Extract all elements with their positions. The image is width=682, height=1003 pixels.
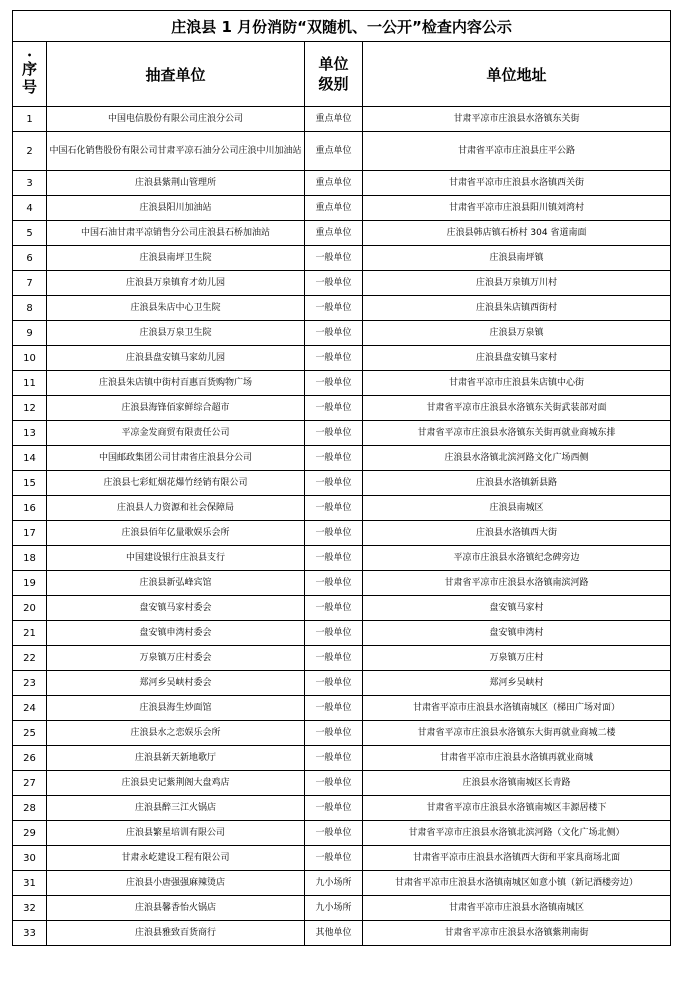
row-unit: 庄浪县馨香怡火锅店 bbox=[47, 896, 305, 921]
row-level: 一般单位 bbox=[305, 321, 363, 346]
row-level: 重点单位 bbox=[305, 132, 363, 171]
table-row bbox=[13, 521, 671, 546]
row-level: 一般单位 bbox=[305, 271, 363, 296]
table-row bbox=[13, 896, 671, 921]
row-index: 20 bbox=[13, 596, 47, 621]
row-index: 15 bbox=[13, 471, 47, 496]
table-row bbox=[13, 571, 671, 596]
row-index: 3 bbox=[13, 171, 47, 196]
row-unit: 庄浪县盘安镇马家幼儿园 bbox=[47, 346, 305, 371]
row-unit: 庄浪县醉三江火锅店 bbox=[47, 796, 305, 821]
row-index: 19 bbox=[13, 571, 47, 596]
table-row bbox=[13, 646, 671, 671]
row-level: 一般单位 bbox=[305, 771, 363, 796]
row-address: 甘肃省平凉市庄浪县水洛镇东关街再就业商城东排 bbox=[363, 421, 671, 446]
row-unit: 庄浪县繁星培训有限公司 bbox=[47, 821, 305, 846]
row-address: 甘肃省平凉市庄浪县水洛镇北滨河路（文化广场北侧） bbox=[363, 821, 671, 846]
table-row bbox=[13, 771, 671, 796]
table-row bbox=[13, 132, 671, 171]
table-row bbox=[13, 246, 671, 271]
row-index: 12 bbox=[13, 396, 47, 421]
row-level: 九小场所 bbox=[305, 896, 363, 921]
row-level: 一般单位 bbox=[305, 746, 363, 771]
row-unit: 庄浪县阳川加油站 bbox=[47, 196, 305, 221]
row-address: 甘肃省平凉市庄浪县水洛镇再就业商城 bbox=[363, 746, 671, 771]
table-row bbox=[13, 871, 671, 896]
row-level: 一般单位 bbox=[305, 296, 363, 321]
table-title: 庄浪县 1 月份消防“双随机、一公开”检查内容公示 bbox=[13, 11, 671, 42]
row-address: 甘肃省平凉市庄浪县水洛镇西大街和平家具商场北面 bbox=[363, 846, 671, 871]
row-index: 5 bbox=[13, 221, 47, 246]
row-unit: 庄浪县水之恋娱乐会所 bbox=[47, 721, 305, 746]
row-unit: 盘安镇马家村委会 bbox=[47, 596, 305, 621]
row-address: 甘肃省平凉市庄浪县水洛镇西关街 bbox=[363, 171, 671, 196]
table-row bbox=[13, 296, 671, 321]
row-index: 31 bbox=[13, 871, 47, 896]
row-unit: 庄浪县紫荆山管理所 bbox=[47, 171, 305, 196]
table-row bbox=[13, 596, 671, 621]
table-row bbox=[13, 846, 671, 871]
row-address: 甘肃省平凉市庄浪县阳川镇刘湾村 bbox=[363, 196, 671, 221]
row-index: 24 bbox=[13, 696, 47, 721]
row-address: 甘肃省平凉市庄浪县水洛镇东关街武装部对面 bbox=[363, 396, 671, 421]
row-unit: 庄浪县七彩虹烟花爆竹经销有限公司 bbox=[47, 471, 305, 496]
row-index: 29 bbox=[13, 821, 47, 846]
row-level: 重点单位 bbox=[305, 171, 363, 196]
header-address: 单位地址 bbox=[363, 42, 671, 107]
row-index: 8 bbox=[13, 296, 47, 321]
row-index: 30 bbox=[13, 846, 47, 871]
row-level: 九小场所 bbox=[305, 871, 363, 896]
row-level: 重点单位 bbox=[305, 196, 363, 221]
row-address: 甘肃省平凉市庄浪县水洛镇南城区 bbox=[363, 896, 671, 921]
row-address: 甘肃省平凉市庄浪县水洛镇南城区丰源居楼下 bbox=[363, 796, 671, 821]
row-level: 一般单位 bbox=[305, 696, 363, 721]
row-address: 庄浪县南城区 bbox=[363, 496, 671, 521]
row-address: 甘肃省平凉市庄浪县水洛镇南城区如意小镇（新记酒楼旁边） bbox=[363, 871, 671, 896]
row-unit: 中国建设银行庄浪县支行 bbox=[47, 546, 305, 571]
row-level: 一般单位 bbox=[305, 671, 363, 696]
row-unit: 甘肃永屹建设工程有限公司 bbox=[47, 846, 305, 871]
row-level: 一般单位 bbox=[305, 846, 363, 871]
row-address: 庄浪县万泉镇万川村 bbox=[363, 271, 671, 296]
table-row bbox=[13, 107, 671, 132]
row-level: 重点单位 bbox=[305, 107, 363, 132]
row-index: 28 bbox=[13, 796, 47, 821]
row-address: 庄浪县水洛镇新县路 bbox=[363, 471, 671, 496]
table-row bbox=[13, 171, 671, 196]
row-address: 盘安镇申湾村 bbox=[363, 621, 671, 646]
row-address: 庄浪县水洛镇西大街 bbox=[363, 521, 671, 546]
row-index: 14 bbox=[13, 446, 47, 471]
table-row bbox=[13, 796, 671, 821]
row-unit: 平凉金发商贸有限责任公司 bbox=[47, 421, 305, 446]
row-address: 甘肃省平凉市庄浪县庄平公路 bbox=[363, 132, 671, 171]
row-index: 25 bbox=[13, 721, 47, 746]
row-unit: 中国邮政集团公司甘肃省庄浪县分公司 bbox=[47, 446, 305, 471]
header-index bbox=[13, 42, 47, 107]
table-row bbox=[13, 746, 671, 771]
table-row bbox=[13, 421, 671, 446]
table-row bbox=[13, 196, 671, 221]
row-unit: 庄浪县小唐强强麻辣烫店 bbox=[47, 871, 305, 896]
row-index: 17 bbox=[13, 521, 47, 546]
row-index: 1 bbox=[13, 107, 47, 132]
header-level-line1: 单位 bbox=[318, 55, 349, 73]
header-level-line2: 级别 bbox=[318, 75, 349, 93]
row-index: 26 bbox=[13, 746, 47, 771]
row-unit: 庄浪县南坪卫生院 bbox=[47, 246, 305, 271]
row-address: 庄浪县水洛镇南城区长青路 bbox=[363, 771, 671, 796]
table-row bbox=[13, 821, 671, 846]
row-level: 一般单位 bbox=[305, 421, 363, 446]
row-unit: 万泉镇万庄村委会 bbox=[47, 646, 305, 671]
row-index: 32 bbox=[13, 896, 47, 921]
row-unit: 庄浪县人力资源和社会保障局 bbox=[47, 496, 305, 521]
row-unit: 庄浪县史记紫荆阁大盘鸡店 bbox=[47, 771, 305, 796]
row-address: 万泉镇万庄村 bbox=[363, 646, 671, 671]
table-row bbox=[13, 496, 671, 521]
row-address: 庄浪县水洛镇北滨河路文化广场西侧 bbox=[363, 446, 671, 471]
row-address: 庄浪县韩店镇石桥村 304 省道南面 bbox=[363, 221, 671, 246]
row-unit: 庄浪县新弘峰宾馆 bbox=[47, 571, 305, 596]
row-level: 一般单位 bbox=[305, 471, 363, 496]
row-level: 一般单位 bbox=[305, 596, 363, 621]
row-level: 重点单位 bbox=[305, 221, 363, 246]
row-address: 庄浪县朱店镇西街村 bbox=[363, 296, 671, 321]
row-unit: 中国电信股份有限公司庄浪分公司 bbox=[47, 107, 305, 132]
row-index: 2 bbox=[13, 132, 47, 171]
row-unit: 庄浪县佰年亿量歌娱乐会所 bbox=[47, 521, 305, 546]
header-unit: 抽查单位 bbox=[47, 42, 305, 107]
row-index: 4 bbox=[13, 196, 47, 221]
row-address: 平凉市庄浪县水洛镇纪念碑旁边 bbox=[363, 546, 671, 571]
table-row bbox=[13, 621, 671, 646]
header-row bbox=[13, 42, 671, 107]
row-index: 23 bbox=[13, 671, 47, 696]
document-page bbox=[12, 10, 670, 946]
row-index: 33 bbox=[13, 921, 47, 946]
row-address: 庄浪县万泉镇 bbox=[363, 321, 671, 346]
row-index: 10 bbox=[13, 346, 47, 371]
table-row bbox=[13, 671, 671, 696]
table-row bbox=[13, 921, 671, 946]
row-index: 13 bbox=[13, 421, 47, 446]
row-address: 庄浪县盘安镇马家村 bbox=[363, 346, 671, 371]
row-level: 一般单位 bbox=[305, 496, 363, 521]
row-index: 6 bbox=[13, 246, 47, 271]
inspection-table bbox=[12, 10, 671, 946]
row-unit: 庄浪县朱店中心卫生院 bbox=[47, 296, 305, 321]
table-row bbox=[13, 321, 671, 346]
row-level: 一般单位 bbox=[305, 796, 363, 821]
table-row bbox=[13, 546, 671, 571]
row-index: 16 bbox=[13, 496, 47, 521]
row-level: 一般单位 bbox=[305, 646, 363, 671]
row-address: 甘肃省平凉市庄浪县朱店镇中心街 bbox=[363, 371, 671, 396]
row-index: 9 bbox=[13, 321, 47, 346]
row-level: 一般单位 bbox=[305, 621, 363, 646]
header-level bbox=[305, 42, 363, 107]
row-unit: 庄浪县万泉镇育才幼儿园 bbox=[47, 271, 305, 296]
table-row bbox=[13, 721, 671, 746]
row-index: 21 bbox=[13, 621, 47, 646]
row-address: 郑河乡吴峡村 bbox=[363, 671, 671, 696]
row-index: 18 bbox=[13, 546, 47, 571]
row-unit: 庄浪县海生炒面馆 bbox=[47, 696, 305, 721]
table-row bbox=[13, 446, 671, 471]
row-address: 甘肃省平凉市庄浪县水洛镇南滨河路 bbox=[363, 571, 671, 596]
row-level: 一般单位 bbox=[305, 571, 363, 596]
row-index: 22 bbox=[13, 646, 47, 671]
row-unit: 中国石化销售股份有限公司甘肃平凉石油分公司庄浪中川加油站 bbox=[47, 132, 305, 171]
row-address: 甘肃省平凉市庄浪县水洛镇紫荆南街 bbox=[363, 921, 671, 946]
row-level: 一般单位 bbox=[305, 546, 363, 571]
row-level: 一般单位 bbox=[305, 246, 363, 271]
header-index-line1: 序 bbox=[21, 60, 37, 78]
row-unit: 中国石油甘肃平凉销售分公司庄浪县石桥加油站 bbox=[47, 221, 305, 246]
row-address: 盘安镇马家村 bbox=[363, 596, 671, 621]
row-level: 一般单位 bbox=[305, 821, 363, 846]
row-address: 庄浪县南坪镇 bbox=[363, 246, 671, 271]
row-address: 甘肃平凉市庄浪县水洛镇东关街 bbox=[363, 107, 671, 132]
row-level: 一般单位 bbox=[305, 346, 363, 371]
header-index-line2: 号 bbox=[21, 78, 37, 96]
table-row bbox=[13, 371, 671, 396]
header-index-dot: • bbox=[26, 51, 33, 60]
table-row bbox=[13, 221, 671, 246]
row-level: 一般单位 bbox=[305, 521, 363, 546]
row-level: 其他单位 bbox=[305, 921, 363, 946]
row-level: 一般单位 bbox=[305, 371, 363, 396]
row-unit: 庄浪县海锋佰家鲜综合超市 bbox=[47, 396, 305, 421]
row-address: 甘肃省平凉市庄浪县水洛镇东大街再就业商城二楼 bbox=[363, 721, 671, 746]
row-unit: 盘安镇申湾村委会 bbox=[47, 621, 305, 646]
table-row bbox=[13, 696, 671, 721]
row-level: 一般单位 bbox=[305, 446, 363, 471]
row-unit: 庄浪县雅致百货商行 bbox=[47, 921, 305, 946]
table-row bbox=[13, 346, 671, 371]
row-index: 27 bbox=[13, 771, 47, 796]
table-row bbox=[13, 471, 671, 496]
row-unit: 庄浪县万泉卫生院 bbox=[47, 321, 305, 346]
table-row bbox=[13, 396, 671, 421]
row-address: 甘肃省平凉市庄浪县水洛镇南城区（梯田广场对面） bbox=[363, 696, 671, 721]
row-level: 一般单位 bbox=[305, 721, 363, 746]
row-unit: 庄浪县新天新地歌厅 bbox=[47, 746, 305, 771]
table-row bbox=[13, 271, 671, 296]
row-unit: 郑河乡吴峡村委会 bbox=[47, 671, 305, 696]
row-index: 11 bbox=[13, 371, 47, 396]
row-level: 一般单位 bbox=[305, 396, 363, 421]
row-index: 7 bbox=[13, 271, 47, 296]
row-unit: 庄浪县朱店镇中街村百惠百货购物广场 bbox=[47, 371, 305, 396]
